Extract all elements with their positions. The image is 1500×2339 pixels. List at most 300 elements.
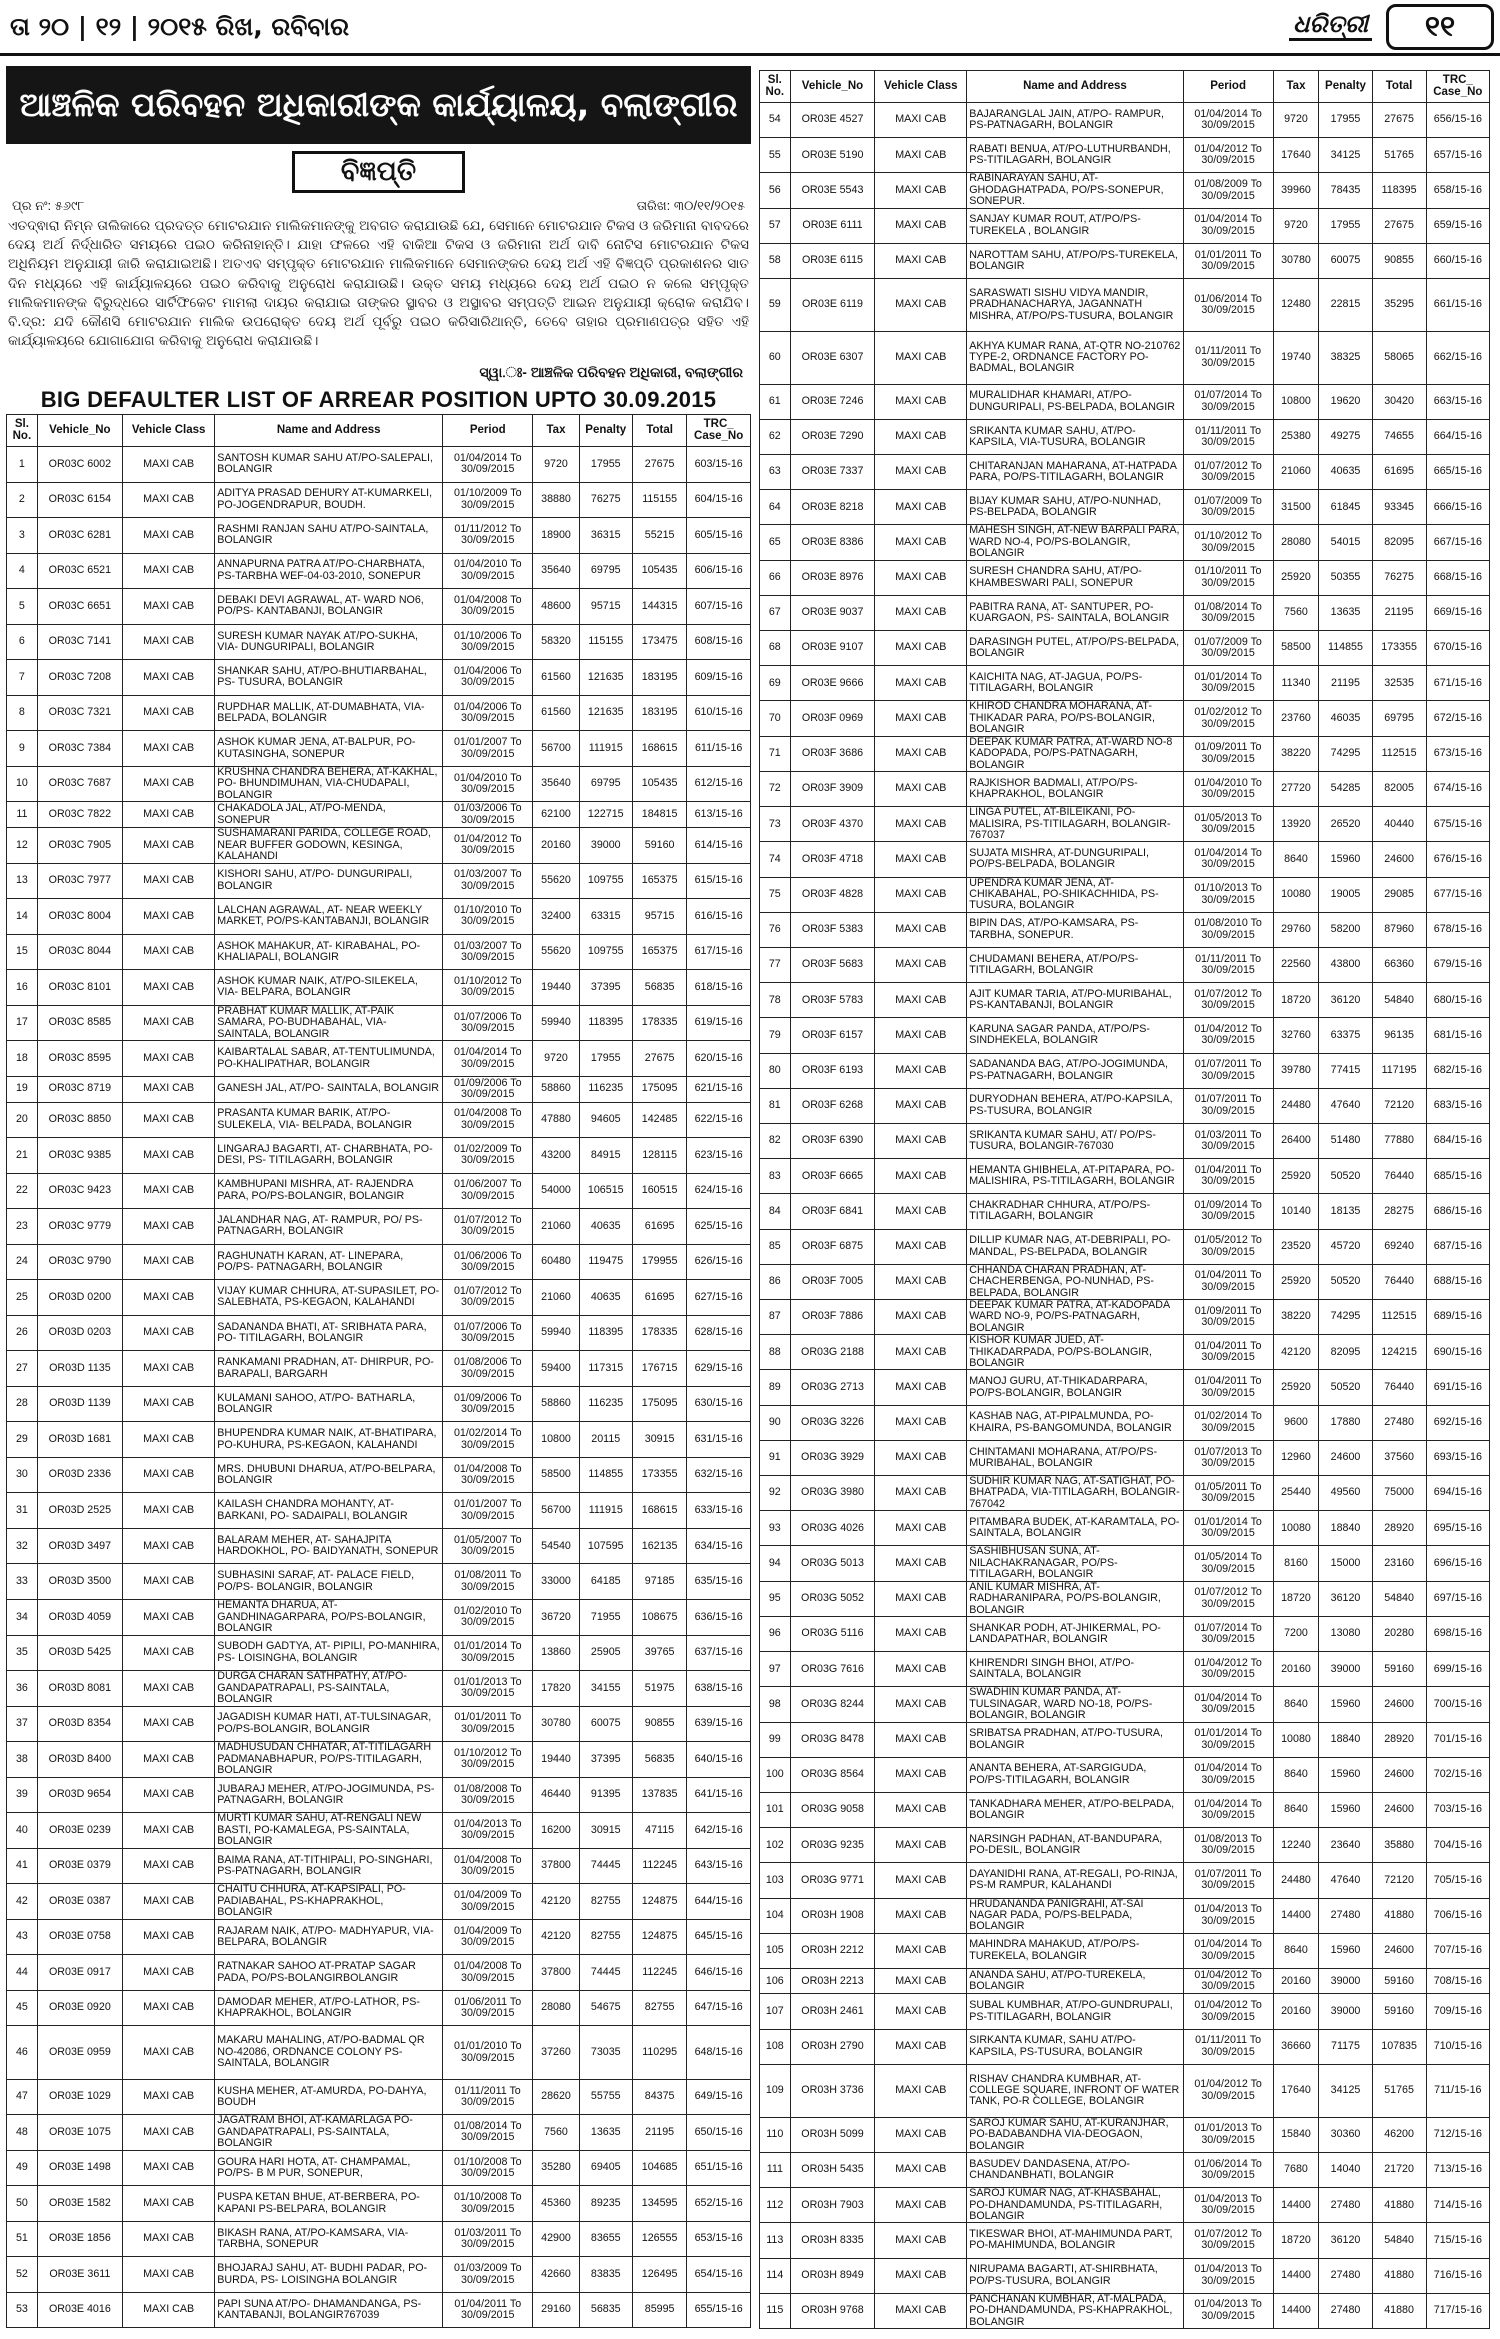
cell-tax: 10080 (1273, 1511, 1319, 1546)
cell-penalty: 114855 (1319, 631, 1372, 666)
cell-vehicle-no: OR03E 7337 (790, 455, 875, 490)
cell-sl: 9 (7, 731, 38, 767)
cell-period: 01/04/2014 To 30/09/2015 (1183, 842, 1273, 877)
cell-trc-case: 649/15-16 (687, 2079, 751, 2115)
cell-total: 30915 (632, 1422, 686, 1458)
cell-name-address: LINGA PUTEL, AT-BILEIKANI, PO-MALISIRA, PS-TITILAGARH, BOLANGIR-767037 (967, 807, 1183, 842)
cell-total: 128115 (632, 1138, 686, 1174)
cell-period: 01/04/2014 To 30/09/2015 (1183, 1792, 1273, 1827)
cell-name-address: KARUNA SAGAR PANDA, AT/PO/PS-SINDHEKELA, BOLANGIR (967, 1018, 1183, 1053)
table-row (760, 1159, 1490, 1194)
cell-tax: 10140 (1273, 1194, 1319, 1229)
cell-tax: 8160 (1273, 1546, 1319, 1581)
table-row (760, 2188, 1490, 2223)
cell-vehicle-no: OR03D 2525 (37, 1493, 122, 1529)
cell-vehicle-class: MAXI CAB (122, 1777, 214, 1813)
table-row (7, 1990, 751, 2026)
cell-period: 01/04/2014 To 30/09/2015 (1183, 1687, 1273, 1722)
cell-trc-case: 641/15-16 (687, 1777, 751, 1813)
cell-period: 01/04/2009 To 30/09/2015 (443, 1919, 533, 1955)
cell-total: 54840 (1372, 2223, 1426, 2258)
cell-total: 21195 (632, 2115, 686, 2151)
cell-name-address: KAMBHUPANI MISHRA, AT- RAJENDRA PARA, PO/PS-BOLANGIR, BOLANGIR (215, 1173, 443, 1209)
cell-vehicle-class: MAXI CAB (122, 1528, 214, 1564)
cell-period: 01/07/2012 To 30/09/2015 (1183, 983, 1273, 1018)
column-header-vehicle: Vehicle_No (37, 415, 122, 447)
table-row (760, 490, 1490, 525)
cell-penalty: 73035 (579, 2026, 632, 2079)
cell-penalty: 122715 (579, 802, 632, 828)
cell-sl: 89 (760, 1370, 791, 1405)
cell-vehicle-class: MAXI CAB (122, 1493, 214, 1529)
table-row (760, 701, 1490, 736)
table-row (760, 208, 1490, 243)
cell-vehicle-no: OR03E 4016 (37, 2292, 122, 2328)
cell-period: 01/02/2014 To 30/09/2015 (443, 1422, 533, 1458)
cell-vehicle-class: MAXI CAB (122, 1076, 214, 1102)
cell-tax: 8640 (1273, 1933, 1319, 1968)
cell-sl: 85 (760, 1229, 791, 1264)
cell-sl: 104 (760, 1898, 791, 1933)
cell-name-address: KAICHITA NAG, AT-JAGUA, PO/PS-TITILAGARH, BOLANGIR (967, 666, 1183, 701)
cell-tax: 19740 (1273, 331, 1319, 384)
cell-vehicle-class: MAXI CAB (875, 771, 967, 806)
table-row (7, 1457, 751, 1493)
cell-vehicle-class: MAXI CAB (122, 1005, 214, 1041)
cell-trc-case: 614/15-16 (687, 828, 751, 864)
cell-period: 01/08/2013 To 30/09/2015 (1183, 1828, 1273, 1863)
cell-total: 29085 (1372, 877, 1426, 912)
table-row (7, 2079, 751, 2115)
cell-name-address: RABINARAYAN SAHU, AT-GHODAGHATPADA, PO/PS-SONEPUR, SONEPUR. (967, 173, 1183, 208)
cell-tax: 25920 (1273, 560, 1319, 595)
cell-period: 01/07/2012 To 30/09/2015 (443, 1280, 533, 1316)
cell-name-address: HEMANTA DHARUA, AT-GANDHINAGARPARA, PO/PS-BOLANGIR, BOLANGIR (215, 1600, 443, 1636)
cell-sl: 29 (7, 1422, 38, 1458)
cell-penalty: 114855 (579, 1457, 632, 1493)
cell-vehicle-no: OR03C 6002 (37, 447, 122, 483)
cell-name-address: JUBARAJ MEHER, AT/PO-JOGIMUNDA, PS-PATNAGARH, BOLANGIR (215, 1777, 443, 1813)
cell-sl: 76 (760, 912, 791, 947)
cell-vehicle-no: OR03C 7384 (37, 731, 122, 767)
cell-vehicle-class: MAXI CAB (875, 877, 967, 912)
cell-trc-case: 660/15-16 (1426, 243, 1489, 278)
cell-trc-case: 686/15-16 (1426, 1194, 1489, 1229)
cell-trc-case: 679/15-16 (1426, 947, 1489, 982)
cell-period: 01/04/2011 To 30/09/2015 (443, 2292, 533, 2328)
cell-trc-case: 675/15-16 (1426, 807, 1489, 842)
cell-penalty: 47640 (1319, 1088, 1372, 1123)
table-row (760, 807, 1490, 842)
cell-trc-case: 712/15-16 (1426, 2117, 1489, 2152)
table-row (760, 771, 1490, 806)
cell-name-address: KHIRENDRI SINGH BHOI, AT/PO-SAINTALA, BOLANGIR (967, 1652, 1183, 1687)
cell-tax: 60480 (533, 1244, 579, 1280)
cell-sl: 46 (7, 2026, 38, 2079)
cell-period: 01/04/2013 To 30/09/2015 (1183, 1898, 1273, 1933)
cell-trc-case: 695/15-16 (1426, 1511, 1489, 1546)
cell-vehicle-class: MAXI CAB (875, 138, 967, 173)
cell-total: 105435 (632, 766, 686, 802)
defaulter-table-right (759, 70, 1490, 2329)
cell-name-address: SUBODH GADTYA, AT- PIPILI, PO-MANHIRA, PS- LOISINGHA, BOLANGIR (215, 1635, 443, 1671)
table-row (760, 1792, 1490, 1827)
cell-sl: 47 (7, 2079, 38, 2115)
cell-trc-case: 604/15-16 (687, 482, 751, 518)
cell-sl: 50 (7, 2186, 38, 2222)
cell-tax: 32760 (1273, 1018, 1319, 1053)
cell-vehicle-class: MAXI CAB (122, 899, 214, 935)
cell-period: 01/01/2013 To 30/09/2015 (443, 1671, 533, 1707)
cell-trc-case: 674/15-16 (1426, 771, 1489, 806)
cell-tax: 59940 (533, 1315, 579, 1351)
cell-penalty: 15960 (1319, 1933, 1372, 1968)
cell-tax: 20160 (1273, 1968, 1319, 1994)
cell-vehicle-no: OR03G 7616 (790, 1652, 875, 1687)
cell-penalty: 18840 (1319, 1722, 1372, 1757)
cell-penalty: 121635 (579, 660, 632, 696)
cell-vehicle-no: OR03C 8585 (37, 1005, 122, 1041)
cell-sl: 81 (760, 1088, 791, 1123)
cell-period: 01/07/2012 To 30/09/2015 (1183, 1581, 1273, 1616)
cell-sl: 93 (760, 1511, 791, 1546)
cell-tax: 24480 (1273, 1088, 1319, 1123)
cell-vehicle-class: MAXI CAB (875, 1968, 967, 1994)
cell-sl: 56 (760, 173, 791, 208)
cell-name-address: RABATI BENUA, AT/PO-LUTHURBANDH, PS-TITILAGARH, BOLANGIR (967, 138, 1183, 173)
table-row (7, 2026, 751, 2079)
cell-total: 90855 (632, 1706, 686, 1742)
cell-name-address: DILLIP KUMAR NAG, AT-DEBRIPALI, PO-MANDAL, PS-BELPADA, BOLANGIR (967, 1229, 1183, 1264)
cell-penalty: 36120 (1319, 983, 1372, 1018)
cell-name-address: PANCHANAN KUMBHAR, AT-MALPADA, PO-DHANDAMUNDA, PS-KHAPRAKHOL, BOLANGIR (967, 2293, 1183, 2328)
table-row (7, 1528, 751, 1564)
cell-name-address: SANJAY KUMAR ROUT, AT/PO/PS-TUREKELA , BOLANGIR (967, 208, 1183, 243)
cell-tax: 9720 (533, 1041, 579, 1077)
cell-name-address: DAYANIDHI RANA, AT-REGALI, PO-RINJA, PS-M RAMPUR, KALAHANDI (967, 1863, 1183, 1898)
cell-trc-case: 613/15-16 (687, 802, 751, 828)
cell-name-address: BASUDEV DANDASENA, AT/PO-CHANDANBHATI, BOLANGIR (967, 2152, 1183, 2187)
cell-period: 01/10/2011 To 30/09/2015 (1183, 560, 1273, 595)
cell-vehicle-no: OR03D 3500 (37, 1564, 122, 1600)
cell-total: 176715 (632, 1351, 686, 1387)
cell-period: 01/08/2014 To 30/09/2015 (1183, 595, 1273, 630)
cell-name-address: MURALIDHAR KHAMARI, AT/PO-DUNGURIPALI, PS-BELPADA, BOLANGIR (967, 384, 1183, 419)
cell-trc-case: 670/15-16 (1426, 631, 1489, 666)
cell-vehicle-no: OR03E 9666 (790, 666, 875, 701)
table-row (7, 447, 751, 483)
cell-vehicle-no: OR03E 1029 (37, 2079, 122, 2115)
cell-name-address: DEEPAK KUMAR PATRA, AT-WARD NO-8 KADOPADA, PO/PS-PATNAGARH, BOLANGIR (967, 736, 1183, 771)
cell-sl: 10 (7, 766, 38, 802)
cell-period: 01/07/2012 To 30/09/2015 (443, 1209, 533, 1245)
notice-title-box (6, 148, 751, 196)
cell-trc-case: 682/15-16 (1426, 1053, 1489, 1088)
cell-tax: 12480 (1273, 279, 1319, 332)
cell-sl: 57 (760, 208, 791, 243)
cell-tax: 56700 (533, 731, 579, 767)
cell-trc-case: 646/15-16 (687, 1955, 751, 1991)
cell-vehicle-no: OR03E 7246 (790, 384, 875, 419)
cell-total: 93345 (1372, 490, 1426, 525)
cell-period: 01/04/2012 To 30/09/2015 (443, 828, 533, 864)
cell-vehicle-no: OR03D 2336 (37, 1457, 122, 1493)
cell-period: 01/07/2009 To 30/09/2015 (1183, 490, 1273, 525)
cell-name-address: ANANTA BEHERA, AT-SARGIGUDA, PO/PS-TITILAGARH, BOLANGIR (967, 1757, 1183, 1792)
cell-total: 110295 (632, 2026, 686, 2079)
cell-vehicle-no: OR03C 6521 (37, 553, 122, 589)
cell-vehicle-class: MAXI CAB (122, 660, 214, 696)
cell-vehicle-no: OR03H 3736 (790, 2064, 875, 2117)
cell-penalty: 83655 (579, 2221, 632, 2257)
cell-vehicle-no: OR03E 5190 (790, 138, 875, 173)
cell-penalty: 13635 (579, 2115, 632, 2151)
cell-name-address: RATNAKAR SAHOO AT-PRATAP SAGAR PADA, PO/PS-BOLANGIRBOLANGIR (215, 1955, 443, 1991)
cell-trc-case: 702/15-16 (1426, 1757, 1489, 1792)
cell-tax: 47880 (533, 1102, 579, 1138)
cell-total: 61695 (632, 1280, 686, 1316)
cell-period: 01/06/2006 To 30/09/2015 (443, 1244, 533, 1280)
cell-vehicle-no: OR03H 5099 (790, 2117, 875, 2152)
cell-penalty: 58200 (1319, 912, 1372, 947)
cell-trc-case: 669/15-16 (1426, 595, 1489, 630)
cell-total: 54840 (1372, 983, 1426, 1018)
cell-tax: 35640 (533, 553, 579, 589)
cell-tax: 7200 (1273, 1616, 1319, 1651)
table-row (760, 736, 1490, 771)
cell-sl: 71 (760, 736, 791, 771)
cell-vehicle-no: OR03E 3611 (37, 2257, 122, 2293)
cell-sl: 12 (7, 828, 38, 864)
cell-penalty: 117315 (579, 1351, 632, 1387)
cell-name-address: ANANDA SAHU, AT/PO-TUREKELA, BOLANGIR (967, 1968, 1183, 1994)
cell-tax: 29760 (1273, 912, 1319, 947)
page-number: ୧୧ (1386, 4, 1494, 50)
cell-tax: 26400 (1273, 1123, 1319, 1158)
cell-sl: 62 (760, 419, 791, 454)
cell-sl: 25 (7, 1280, 38, 1316)
table-row (7, 1635, 751, 1671)
cell-vehicle-class: MAXI CAB (875, 419, 967, 454)
table-row (7, 695, 751, 731)
cell-penalty: 17955 (1319, 103, 1372, 138)
cell-trc-case: 691/15-16 (1426, 1370, 1489, 1405)
cell-trc-case: 658/15-16 (1426, 173, 1489, 208)
cell-vehicle-class: MAXI CAB (875, 1194, 967, 1229)
table-header-row (760, 71, 1490, 103)
table-row (760, 331, 1490, 384)
reference-number: ପ୍ର ନଂ: ୫୬୯୮ (12, 198, 85, 213)
cell-sl: 64 (760, 490, 791, 525)
cell-total: 76440 (1372, 1264, 1426, 1299)
cell-sl: 94 (760, 1546, 791, 1581)
cell-vehicle-no: OR03H 8949 (790, 2258, 875, 2293)
cell-sl: 54 (760, 103, 791, 138)
cell-name-address: CHUDAMANI BEHERA, AT/PO/PS-TITILAGARH, BOLANGIR (967, 947, 1183, 982)
cell-vehicle-class: MAXI CAB (875, 103, 967, 138)
cell-trc-case: 714/15-16 (1426, 2188, 1489, 2223)
cell-trc-case: 617/15-16 (687, 934, 751, 970)
cell-tax: 14400 (1273, 2293, 1319, 2328)
cell-tax: 8640 (1273, 1757, 1319, 1792)
table-row (7, 2186, 751, 2222)
cell-period: 01/08/2010 To 30/09/2015 (1183, 912, 1273, 947)
cell-trc-case: 623/15-16 (687, 1138, 751, 1174)
cell-name-address: SRIKANTA KUMAR SAHU, AT/PO-KAPSILA, VIA-TUSURA, BOLANGIR (967, 419, 1183, 454)
cell-total: 66360 (1372, 947, 1426, 982)
cell-tax: 54540 (533, 1528, 579, 1564)
cell-trc-case: 716/15-16 (1426, 2258, 1489, 2293)
cell-trc-case: 684/15-16 (1426, 1123, 1489, 1158)
cell-period: 01/04/2011 To 30/09/2015 (1183, 1370, 1273, 1405)
cell-tax: 39960 (1273, 173, 1319, 208)
cell-penalty: 22815 (1319, 279, 1372, 332)
cell-period: 01/07/2013 To 30/09/2015 (1183, 1440, 1273, 1475)
cell-total: 144315 (632, 589, 686, 625)
cell-vehicle-no: OR03F 6841 (790, 1194, 875, 1229)
cell-trc-case: 661/15-16 (1426, 279, 1489, 332)
cell-name-address: SAROJ KUMAR SAHU, AT-KURANJHAR, PO-BADABANDHA VIA-DEOGAON, BOLANGIR (967, 2117, 1183, 2152)
cell-period: 01/01/2014 To 30/09/2015 (1183, 1511, 1273, 1546)
cell-period: 01/07/2014 To 30/09/2015 (1183, 384, 1273, 419)
cell-trc-case: 681/15-16 (1426, 1018, 1489, 1053)
cell-penalty: 39000 (1319, 1994, 1372, 2029)
cell-vehicle-class: MAXI CAB (875, 2223, 967, 2258)
cell-penalty: 74295 (1319, 736, 1372, 771)
cell-vehicle-class: MAXI CAB (122, 447, 214, 483)
cell-name-address: CHAITU CHHURA, AT-KAPSIPALI, PO-PADIABAHAL, PS-KHAPRAKHOL, BOLANGIR (215, 1884, 443, 1920)
cell-total: 28275 (1372, 1194, 1426, 1229)
cell-vehicle-class: MAXI CAB (875, 331, 967, 384)
table-row (760, 1123, 1490, 1158)
cell-penalty: 82095 (1319, 1335, 1372, 1370)
cell-name-address: SUBHASINI SARAF, AT- PALACE FIELD, PO/PS- BOLANGIR, BOLANGIR (215, 1564, 443, 1600)
cell-total: 28920 (1372, 1722, 1426, 1757)
cell-total: 41880 (1372, 1898, 1426, 1933)
cell-trc-case: 612/15-16 (687, 766, 751, 802)
cell-tax: 23760 (1273, 701, 1319, 736)
cell-vehicle-no: OR03C 9385 (37, 1138, 122, 1174)
table-row (760, 2117, 1490, 2152)
cell-trc-case: 639/15-16 (687, 1706, 751, 1742)
cell-period: 01/11/2011 To 30/09/2015 (1183, 2029, 1273, 2064)
cell-name-address: ASHOK KUMAR NAIK, AT/PO-SILEKELA, VIA- BELPARA, BOLANGIR (215, 970, 443, 1006)
cell-total: 84375 (632, 2079, 686, 2115)
cell-name-address: SARASWATI SISHU VIDYA MANDIR, PRADHANACHARYA, JAGANNATH MISHRA, AT/PO/PS-TUSURA, BOLANGIR (967, 279, 1183, 332)
cell-tax: 25920 (1273, 1264, 1319, 1299)
reference-line (6, 196, 751, 216)
cell-total: 112515 (1372, 1300, 1426, 1335)
cell-total: 54840 (1372, 1581, 1426, 1616)
table-row (760, 1264, 1490, 1299)
cell-period: 01/03/2009 To 30/09/2015 (443, 2257, 533, 2293)
cell-tax: 13860 (533, 1635, 579, 1671)
cell-total: 41880 (1372, 2258, 1426, 2293)
cell-vehicle-no: OR03G 2713 (790, 1370, 875, 1405)
cell-vehicle-no: OR03G 3226 (790, 1405, 875, 1440)
cell-total: 142485 (632, 1102, 686, 1138)
cell-vehicle-class: MAXI CAB (875, 1511, 967, 1546)
cell-period: 01/04/2010 To 30/09/2015 (443, 766, 533, 802)
cell-trc-case: 648/15-16 (687, 2026, 751, 2079)
cell-penalty: 49275 (1319, 419, 1372, 454)
right-column (759, 70, 1490, 2334)
cell-vehicle-no: OR03E 1498 (37, 2150, 122, 2186)
cell-name-address: HEMANTA GHIBHELA, AT-PITAPARA, PO-MALISHIRA, PS-TITILAGARH, BOLANGIR (967, 1159, 1183, 1194)
cell-tax: 29160 (533, 2292, 579, 2328)
cell-period: 01/07/2014 To 30/09/2015 (1183, 1616, 1273, 1651)
cell-name-address: SUJATA MISHRA, AT-DUNGURIPALI, PO/PS-BELPADA, BOLANGIR (967, 842, 1183, 877)
table-row (760, 2064, 1490, 2117)
cell-vehicle-no: OR03D 1135 (37, 1351, 122, 1387)
cell-vehicle-no: OR03E 8976 (790, 560, 875, 595)
cell-tax: 61560 (533, 695, 579, 731)
cell-trc-case: 690/15-16 (1426, 1335, 1489, 1370)
cell-period: 01/07/2011 To 30/09/2015 (1183, 1863, 1273, 1898)
cell-vehicle-no: OR03F 6268 (790, 1088, 875, 1123)
cell-vehicle-class: MAXI CAB (875, 1828, 967, 1863)
cell-name-address: PITAMBARA BUDEK, AT-KARAMTALA, PO-SAINTALA, BOLANGIR (967, 1511, 1183, 1546)
cell-total: 105435 (632, 553, 686, 589)
cell-name-address: SURESH CHANDRA SAHU, AT/PO-KHAMBESWARI PALI, SONEPUR (967, 560, 1183, 595)
cell-trc-case: 671/15-16 (1426, 666, 1489, 701)
cell-trc-case: 696/15-16 (1426, 1546, 1489, 1581)
cell-penalty: 47640 (1319, 1863, 1372, 1898)
cell-total: 85995 (632, 2292, 686, 2328)
cell-vehicle-no: OR03E 6115 (790, 243, 875, 278)
cell-penalty: 39000 (579, 828, 632, 864)
cell-name-address: MURTI KUMAR SAHU, AT-RENGALI NEW BASTI, PO-KAMALEGA, PS-SAINTALA, BOLANGIR (215, 1813, 443, 1849)
cell-tax: 58500 (533, 1457, 579, 1493)
cell-vehicle-no: OR03D 8400 (37, 1742, 122, 1778)
column-header-total: Total (632, 415, 686, 447)
table-row (7, 1351, 751, 1387)
cell-penalty: 18135 (1319, 1194, 1372, 1229)
cell-sl: 92 (760, 1476, 791, 1511)
cell-trc-case: 643/15-16 (687, 1848, 751, 1884)
cell-sl: 61 (760, 384, 791, 419)
cell-trc-case: 628/15-16 (687, 1315, 751, 1351)
cell-tax: 22560 (1273, 947, 1319, 982)
cell-name-address: BAIMA RANA, AT-TITHIPALI, PO-SINGHARI, PS-PATNAGARH, BOLANGIR (215, 1848, 443, 1884)
table-row (760, 1757, 1490, 1792)
cell-period: 01/04/2014 To 30/09/2015 (443, 1041, 533, 1077)
cell-name-address: NIRUPAMA BAGARTI, AT-SHIRBHATA, PO/PS-TUSURA, BOLANGIR (967, 2258, 1183, 2293)
cell-total: 59160 (1372, 1968, 1426, 1994)
cell-period: 01/02/2012 To 30/09/2015 (1183, 701, 1273, 736)
cell-tax: 24480 (1273, 1863, 1319, 1898)
cell-trc-case: 655/15-16 (687, 2292, 751, 2328)
cell-vehicle-class: MAXI CAB (875, 1370, 967, 1405)
cell-vehicle-no: OR03F 4828 (790, 877, 875, 912)
cell-penalty: 50355 (1319, 560, 1372, 595)
cell-period: 01/04/2006 To 30/09/2015 (443, 660, 533, 696)
cell-tax: 58320 (533, 624, 579, 660)
cell-vehicle-class: MAXI CAB (122, 1138, 214, 1174)
cell-vehicle-class: MAXI CAB (875, 1616, 967, 1651)
cell-total: 51765 (1372, 138, 1426, 173)
cell-name-address: KRUSHNA CHANDRA BEHERA, AT-KAKHAL, PO- BHUNDIMUHAN, VIA-CHUDAPALI, BOLANGIR (215, 766, 443, 802)
cell-penalty: 30360 (1319, 2117, 1372, 2152)
cell-trc-case: 667/15-16 (1426, 525, 1489, 560)
cell-sl: 82 (760, 1123, 791, 1158)
cell-sl: 63 (760, 455, 791, 490)
cell-vehicle-no: OR03C 8719 (37, 1076, 122, 1102)
cell-name-address: SUDHIR KUMAR NAG, AT-SATIGHAT, PO-BHATPADA, VIA-TITILAGARH, BOLANGIR-767042 (967, 1476, 1183, 1511)
cell-total: 74655 (1372, 419, 1426, 454)
cell-total: 76440 (1372, 1370, 1426, 1405)
cell-period: 01/04/2008 To 30/09/2015 (443, 1848, 533, 1884)
